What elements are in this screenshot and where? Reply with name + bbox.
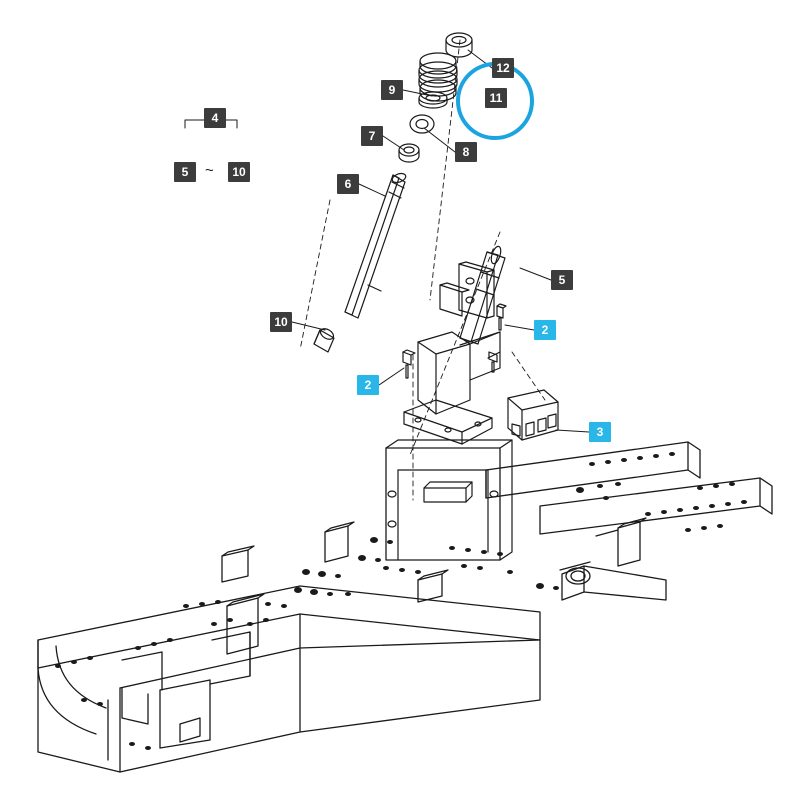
part-8-ring bbox=[410, 115, 434, 133]
frame-hole-details bbox=[55, 452, 747, 750]
callout-6[interactable]: 6 bbox=[337, 174, 359, 194]
callout-2-left[interactable]: 2 bbox=[357, 375, 379, 395]
callout-5-column[interactable]: 5 bbox=[551, 270, 573, 290]
callout-3[interactable]: 3 bbox=[589, 422, 611, 442]
callout-10-sleeve[interactable]: 10 bbox=[270, 312, 292, 332]
part-11-bellows bbox=[419, 53, 457, 101]
callout-5-range-start[interactable]: 5 bbox=[174, 162, 196, 182]
chassis-frame bbox=[38, 442, 772, 772]
callout-9[interactable]: 9 bbox=[381, 80, 403, 100]
callout-10-range-end[interactable]: 10 bbox=[228, 162, 250, 182]
firewall-plate bbox=[386, 440, 512, 560]
callout-4[interactable]: 4 bbox=[204, 108, 226, 128]
range-separator: ~ bbox=[205, 162, 214, 179]
callout-11[interactable]: 11 bbox=[485, 88, 507, 108]
column-mount-bracket bbox=[440, 262, 494, 318]
part-5-column-tube bbox=[460, 245, 505, 344]
callout-8[interactable]: 8 bbox=[455, 142, 477, 162]
callout-12[interactable]: 12 bbox=[492, 58, 514, 78]
part-3-control-module bbox=[508, 390, 558, 440]
callout-2-right[interactable]: 2 bbox=[534, 320, 556, 340]
callout-7[interactable]: 7 bbox=[361, 126, 383, 146]
column-support-housing bbox=[404, 332, 500, 444]
part-7-bushing bbox=[399, 144, 419, 162]
